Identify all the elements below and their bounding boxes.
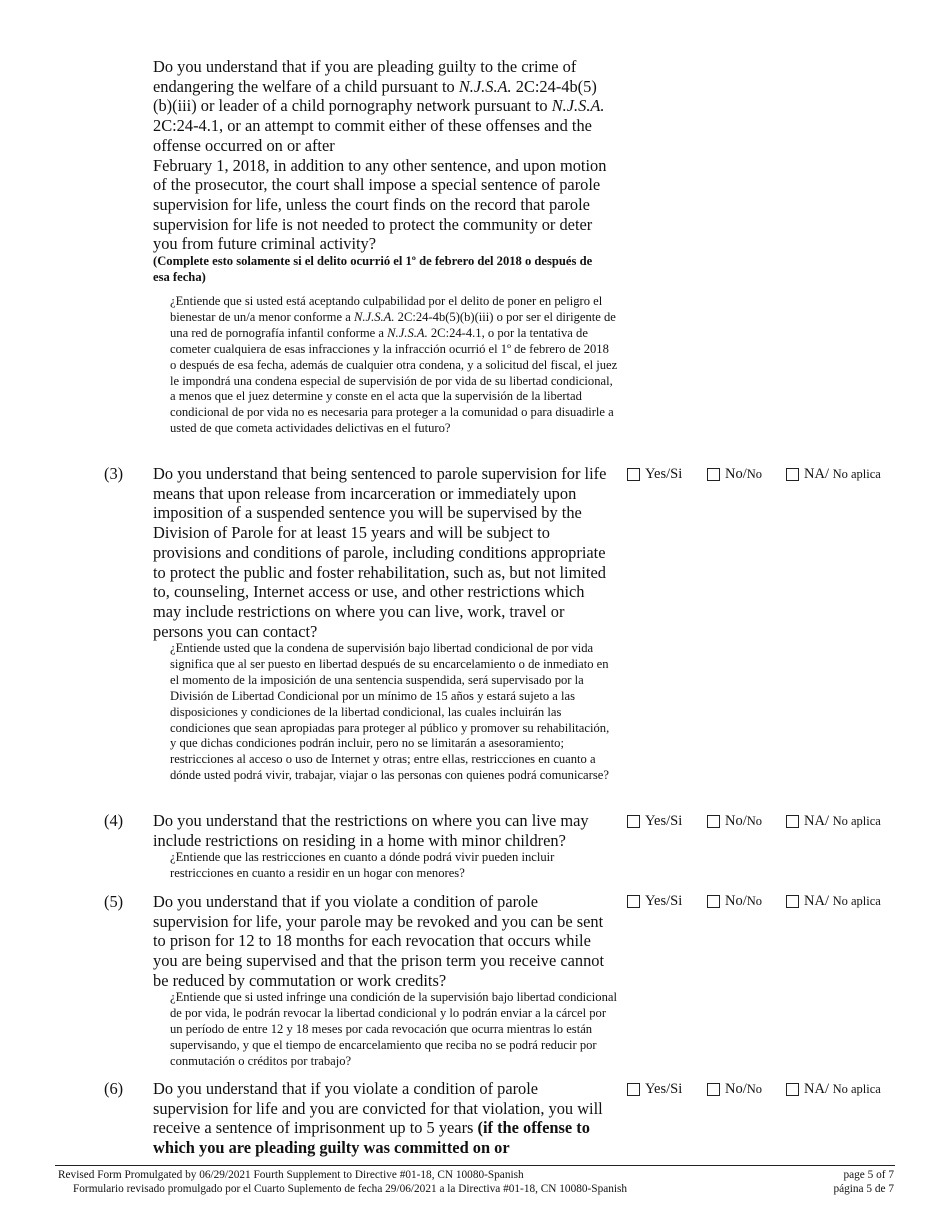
intro-question-spanish: ¿Entiende que si usted está aceptando culpabilidad por el delito de poner en peligro el bienestar de un/a menor conforme a N.J.S.A. 2C:24-4b(5)(b)(iii) o por ser el dirigente de una red de pornografía infantil conforme a N.J.S.A. 2C:24-4.1, o por la tentativa de cometer cualquiera de esas infracciones y la infracción ocurrió el 1º de febrero de 2018 o después de esa fecha, además de cualquier otra condena, y a solicitud del fiscal, el juez le impondrá una condena especial de supervisión de por vida de su libertad condicional, a menos que el juez determine y conste en el acta que la supervisión de la libertad condicional de por vida no es necesaria para proteger a la comunidad o para disuadirle a usted de que cometa actividades delictivas en el futuro? (170, 294, 618, 436)
intro-question-english: Do you understand that if you are pleading guilty to the crime of endangering the welfare of a child pursuant to N.J.S.A. 2C:24-4b(5)(b)(iii) or leader of a child pornography network pursuant to N.J.S.A. 2C:24-4.1, or an attempt to commit either of these offenses and the offense occurred on or after February 1, 2018, in addition to any other sentence, and upon motion of the prosecutor, the court shall impose a special sentence of parole supervision for life, unless the court finds on the record that parole supervision for life is not needed to protect the community or deter you from future criminal activity? (153, 57, 607, 254)
question-number: (3) (104, 464, 124, 483)
yes-checkbox[interactable] (627, 468, 640, 481)
question-number: (6) (104, 1079, 124, 1098)
yes-checkbox[interactable] (627, 1083, 640, 1096)
yes-option[interactable]: Yes/Si (627, 1080, 682, 1098)
no-option[interactable]: No/ No (707, 892, 762, 910)
footer-divider (55, 1165, 895, 1166)
na-option[interactable]: NA/ No aplica (786, 1080, 881, 1098)
na-option[interactable]: NA/ No aplica (786, 465, 881, 483)
question-number: (4) (104, 811, 124, 830)
question-5-english: Do you understand that if you violate a condition of parole supervision for life, your parole may be revoked and you can be sent to prison for 12 to 18 months for each revocation that occurs while you are being supervised and that the prison term you receive cannot be reduced by commutation or work credits? (153, 892, 605, 990)
question-6-english: Do you understand that if you violate a condition of parole supervision for life and you are convicted for that violation, you will receive a sentence of imprisonment up to 5 years (if the offense to which you are pleading guilty was committed on or (153, 1079, 603, 1158)
page-number-spanish: página 5 de 7 (833, 1183, 894, 1195)
question-3-english: Do you understand that being sentenced to parole supervision for life means that upon release from incarceration or immediately upon imposition of a suspended sentence you will be supervised by the Division of Parole for at least 15 years and will be subject to provisions and conditions of parole, including conditions appropriate to protect the public and foster rehabilitation, such as, but not limited to, counseling, Internet access or use, and other restrictions which may include restrictions on where you can live, work, travel or persons you can contact? (153, 464, 607, 641)
no-checkbox[interactable] (707, 895, 720, 908)
question-3-spanish: ¿Entiende usted que la condena de supervisión bajo libertad condicional de por vida significa que al ser puesto en libertad después de su encarcelamiento o de inmediato en el momento de la imposición de una sentencia suspendida, será supervisado por la División de Libertad Condicional por un mínimo de 15 años y estará sujeto a las disposiciones y condiciones de la libertad condicional, las cuales incluirán las condiciones que sean apropiadas para proteger al público y promover su rehabilitación, y que dichas condiciones podrán incluir, pero no se limitarán a asesoramiento; restricciones al acceso o uso de Internet y otras; entre ellas, restricciones en cuanto a dónde usted podrá vivir, trabajar, viajar o las personas con quienes podrá comunicarse? (170, 641, 610, 783)
no-checkbox[interactable] (707, 468, 720, 481)
question-4-english: Do you understand that the restrictions on where you can live may include restrictions on residing in a home with minor children? (153, 811, 589, 850)
intro-date-note: (Complete esto solamente si el delito ocurrió el 1º de febrero del 2018 o después de esa fecha) (153, 254, 593, 284)
no-option[interactable]: No/ No (707, 465, 762, 483)
na-option[interactable]: NA/ No aplica (786, 812, 881, 830)
yes-option[interactable]: Yes/Si (627, 465, 682, 483)
na-checkbox[interactable] (786, 1083, 799, 1096)
no-checkbox[interactable] (707, 815, 720, 828)
yes-option[interactable]: Yes/Si (627, 892, 682, 910)
no-checkbox[interactable] (707, 1083, 720, 1096)
footer-revision-spanish: Formulario revisado promulgado por el Cuarto Suplemento de fecha 29/06/2021 a la Directiva #01-18, CN 10080-Spanish (73, 1183, 628, 1195)
na-checkbox[interactable] (786, 815, 799, 828)
yes-checkbox[interactable] (627, 815, 640, 828)
question-4-spanish: ¿Entiende que las restricciones en cuanto a dónde podrá vivir pueden incluir restricciones en cuanto a residir en un hogar con menores? (170, 850, 555, 880)
question-5-spanish: ¿Entiende que si usted infringe una condición de la supervisión bajo libertad condicional de por vida, le podrán revocar la libertad condicional y lo podrán enviar a la cárcel por un período de entre 12 y 18 meses por cada revocación que ocurra mientras lo están supervisando, y que el tiempo de encarcelamiento que reciba no se podrá reducir por conmutación o créditos por trabajo? (170, 990, 617, 1068)
yes-option[interactable]: Yes/Si (627, 812, 682, 830)
no-option[interactable]: No/ No (707, 812, 762, 830)
na-checkbox[interactable] (786, 895, 799, 908)
na-checkbox[interactable] (786, 468, 799, 481)
yes-checkbox[interactable] (627, 895, 640, 908)
footer-revision-english: Revised Form Promulgated by 06/29/2021 Fourth Supplement to Directive #01-18, CN 10080-Spanish (58, 1169, 524, 1181)
page-number-english: page 5 of 7 (843, 1169, 894, 1181)
na-option[interactable]: NA/ No aplica (786, 892, 881, 910)
question-number: (5) (104, 892, 124, 911)
no-option[interactable]: No/ No (707, 1080, 762, 1098)
